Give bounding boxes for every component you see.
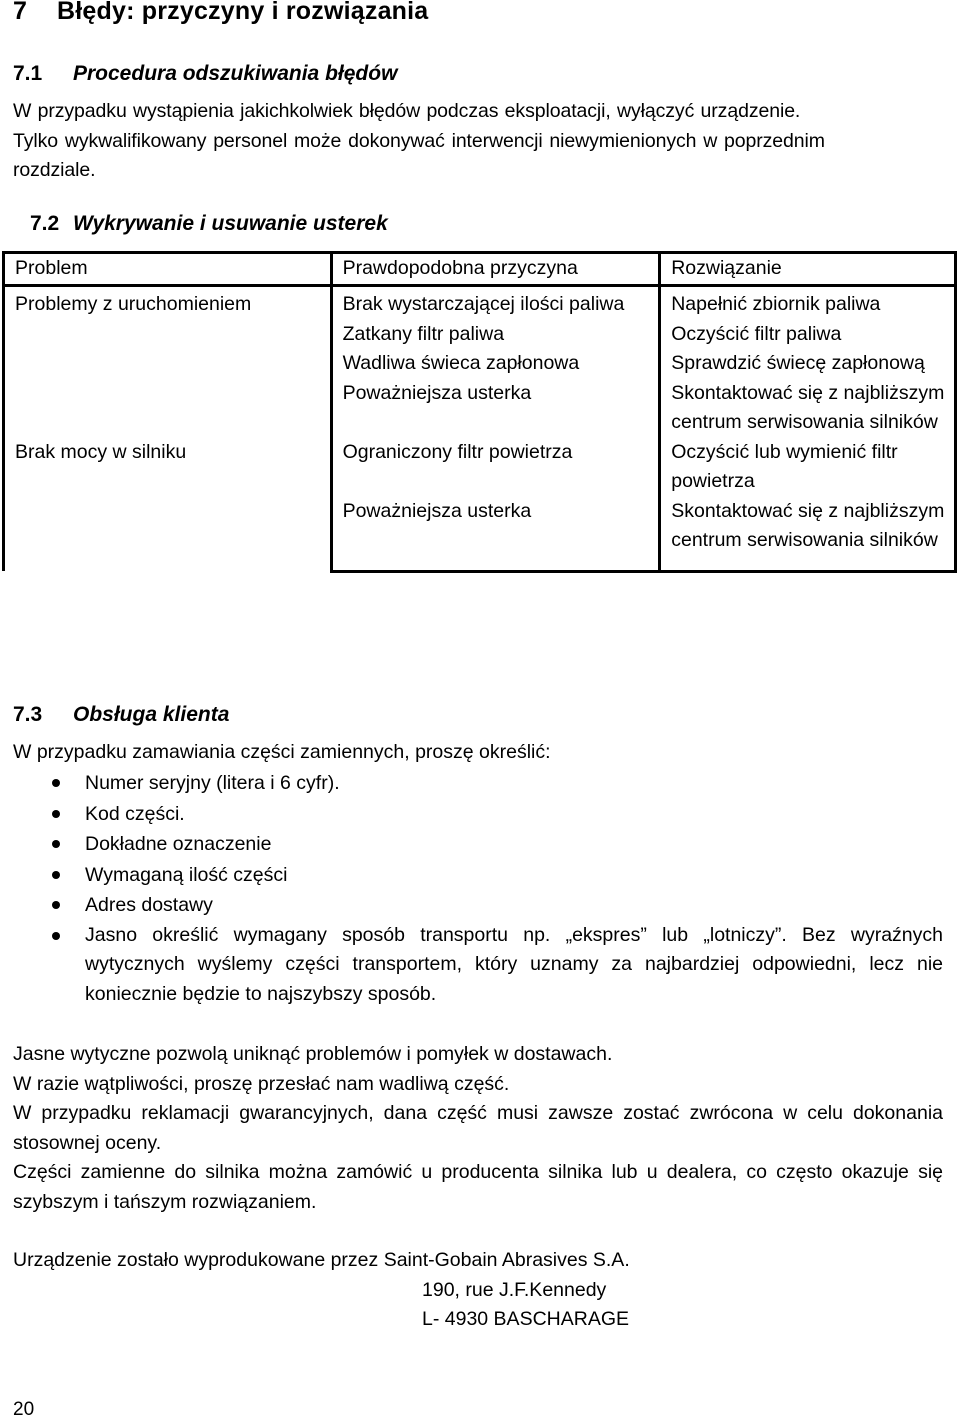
solution-cell: Oczyścić filtr paliwa: [660, 320, 956, 350]
cause-cell: Poważniejsza usterka: [331, 497, 660, 572]
table-header-row: [4, 253, 956, 286]
chapter-number: 7: [13, 0, 28, 25]
section-number: 7.3: [13, 703, 43, 726]
manufacturer-street: 190, rue J.F.Kennedy: [422, 1278, 607, 1301]
list-item-text: Jasno określić wymagany sposób transportu np. „ekspres” lub „lotniczy”. Bez wyraźnych wytycznych wyślemy części transportem, który uznamy za najbardziej odpowiedni, lecz nie koniecznie będzie to najszybszy sposób.: [85, 923, 943, 1005]
manufacturer-city: L- 4930 BASCHARAGE: [422, 1308, 630, 1330]
chapter-heading: [13, 0, 428, 26]
page-number: 20: [13, 1399, 35, 1420]
section-7-3-heading: [13, 703, 229, 727]
cause-cell: Zatkany filtr paliwa: [331, 320, 660, 350]
list-item: [13, 768, 943, 799]
column-header-solution: Rozwiązanie: [660, 253, 956, 286]
note-paragraph: Jasne wytyczne pozwolą uniknąć problemów i pomyłek w dostawach.: [13, 1043, 613, 1065]
section-number: 7.1: [13, 62, 43, 85]
section-7-1-text: [13, 97, 948, 186]
text-line: rozdziale.: [13, 159, 96, 181]
list-item: [13, 829, 943, 860]
list-item-text: Kod części.: [85, 802, 185, 825]
troubleshooting-table: [2, 251, 957, 573]
note-paragraph: W razie wątpliwości, proszę przesłać nam wadliwą część.: [13, 1072, 510, 1095]
list-item: [13, 921, 943, 1010]
text-line: W przypadku wystąpienia jakichkolwiek błędów podczas eksploatacji, wyłączyć urządzenie.: [13, 100, 801, 122]
list-item: [13, 799, 943, 830]
cause-cell: Poważniejsza usterka: [331, 379, 660, 438]
manufacturer-info: [13, 1246, 943, 1335]
solution-cell: Sprawdzić świecę zapłonową: [660, 349, 956, 379]
bullet-icon: [52, 779, 60, 787]
order-requirements-list: [13, 768, 943, 1009]
cause-cell: Wadliwa świeca zapłonowa: [331, 349, 660, 379]
chapter-title: Błędy: przyczyny i rozwiązania: [57, 0, 429, 25]
section-7-1-heading: [13, 62, 397, 86]
list-item-text: Adres dostawy: [85, 894, 213, 916]
section-title: Obsługa klienta: [73, 703, 230, 726]
problem-cell: Brak mocy w silniku: [4, 438, 332, 572]
section-7-3-intro: W przypadku zamawiania części zamiennych, proszę określić:: [13, 741, 551, 763]
bullet-icon: [52, 871, 60, 879]
cause-cell: Brak wystarczającej ilości paliwa: [331, 286, 660, 320]
bullet-icon: [52, 901, 60, 909]
table-row: [4, 286, 956, 320]
solution-cell: Skontaktować się z najbliższym centrum serwisowania silników: [660, 497, 956, 572]
solution-cell: Skontaktować się z najbliższym centrum serwisowania silników: [660, 379, 956, 438]
section-7-2-heading: [30, 212, 388, 236]
section-title: Wykrywanie i usuwanie usterek: [73, 212, 388, 235]
manufacturer-line: Urządzenie zostało wyprodukowane przez Saint-Gobain Abrasives S.A.: [13, 1249, 630, 1271]
cause-cell: Ograniczony filtr powietrza: [331, 438, 660, 497]
note-paragraph: W przypadku reklamacji gwarancyjnych, dana część musi zawsze zostać zwrócona w celu dokonania stosownej oceny.: [13, 1102, 943, 1154]
list-item: [13, 890, 943, 921]
table-row: [4, 438, 956, 497]
bullet-icon: [52, 810, 60, 818]
section-7-3-notes: [13, 1040, 943, 1217]
solution-cell: Oczyścić lub wymienić filtr powietrza: [660, 438, 956, 497]
problem-cell: Problemy z uruchomieniem: [4, 286, 332, 438]
list-item: [13, 860, 943, 891]
solution-cell: Napełnić zbiornik paliwa: [660, 286, 956, 320]
section-title: Procedura odszukiwania błędów: [73, 62, 398, 85]
note-paragraph: Części zamienne do silnika można zamówić u producenta silnika lub u dealera, co często okazuje się szybszym i tańszym rozwiązaniem.: [13, 1161, 943, 1213]
section-number: 7.2: [30, 212, 60, 235]
bullet-icon: [52, 840, 60, 848]
list-item-text: Numer seryjny (litera i 6 cyfr).: [85, 772, 340, 794]
text-line: Tylko wykwalifikowany personel może dokonywać interwencji niewymienionych w poprzednim: [13, 129, 825, 152]
column-header-problem: Problem: [4, 253, 332, 286]
column-header-cause: Prawdopodobna przyczyna: [331, 253, 660, 286]
list-item-text: Dokładne oznaczenie: [85, 833, 272, 855]
bullet-icon: [52, 932, 60, 940]
list-item-text: Wymaganą ilość części: [85, 863, 288, 886]
